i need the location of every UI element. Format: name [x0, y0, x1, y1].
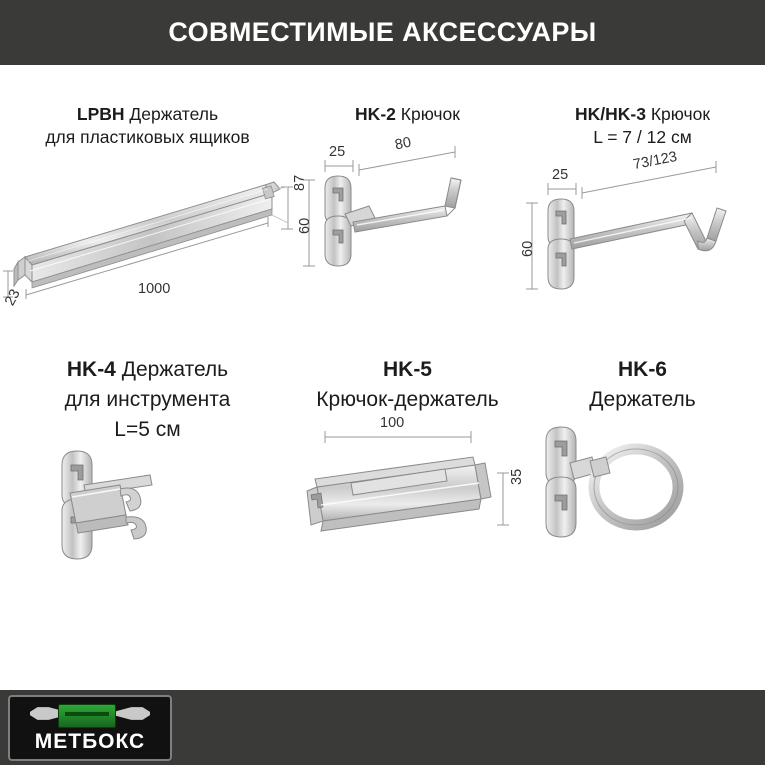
dimension-length-80: 80 — [393, 134, 413, 154]
accessory-card-hk4 — [0, 355, 295, 645]
accessory-name: Держатель — [589, 388, 696, 411]
dimension-width-25: 25 — [329, 144, 346, 160]
dimension-width-25: 25 — [552, 167, 569, 183]
catalog-sheet — [0, 65, 765, 690]
accessory-name-line2: L = 7 / 12 см — [593, 127, 692, 147]
accessory-code: LPBH — [76, 104, 125, 124]
accessory-drawing-hk6 — [520, 415, 765, 595]
dimension-length-100: 100 — [380, 415, 405, 431]
page-title: СОВМЕСТИМЫЕ АКСЕССУАРЫ — [168, 17, 597, 47]
dimension-height-60: 60 — [297, 217, 313, 234]
brand-logo — [8, 695, 172, 761]
dimension-height-35: 35 — [509, 468, 525, 485]
accessory-card-hk3 — [520, 103, 765, 358]
accessory-caption — [295, 355, 520, 415]
accessory-code: HK/HK-3 — [574, 104, 646, 124]
accessory-row-top — [0, 103, 765, 358]
dimension-height-60: 60 — [520, 240, 536, 257]
dimension-length-1000: 1000 — [138, 281, 171, 297]
hook-holder-illustration — [295, 415, 520, 595]
accessory-name-line3: L=5 см — [114, 418, 181, 441]
ring-holder-illustration — [520, 415, 765, 595]
rail-illustration — [0, 149, 295, 324]
header-bar — [0, 0, 765, 65]
accessory-row-bottom — [0, 355, 765, 645]
footer-bar — [0, 690, 765, 765]
accessory-drawing-hk4 — [0, 445, 295, 595]
accessory-drawing-hk2 — [295, 126, 520, 301]
accessory-caption — [520, 103, 765, 149]
accessory-card-hk2 — [295, 103, 520, 358]
accessory-name: Крючок-держатель — [316, 388, 499, 411]
tool-holder-illustration — [0, 445, 295, 595]
accessory-name: Держатель — [121, 358, 229, 381]
wrench-icon — [116, 706, 150, 722]
accessory-caption — [0, 355, 295, 445]
toolcase-icon — [58, 704, 116, 728]
accessory-card-hk5 — [295, 355, 525, 645]
accessory-code: HK-6 — [617, 358, 667, 381]
accessory-name-line2: для инструмента — [64, 388, 231, 411]
dimension-length-73-123: 73/123 — [631, 148, 679, 174]
accessory-drawing-hk5 — [295, 415, 525, 595]
toolbox-icon — [30, 702, 150, 728]
accessory-code: HK-4 — [66, 358, 116, 381]
accessory-code: HK-5 — [382, 358, 432, 381]
dimension-depth-23: 23 — [2, 286, 24, 309]
accessory-name: Крючок — [650, 104, 711, 124]
accessory-name: Держатель — [129, 104, 219, 124]
brand-name: МЕТБОКС — [34, 729, 146, 753]
accessory-caption — [520, 355, 765, 415]
accessory-card-hk6 — [520, 355, 765, 645]
accessory-code: HK-2 — [355, 104, 396, 124]
accessory-caption — [0, 103, 295, 149]
accessory-name: Крючок — [400, 104, 460, 124]
accessory-drawing-hk3 — [520, 149, 765, 324]
accessory-caption — [295, 103, 520, 126]
accessory-name-line2: для пластиковых ящиков — [45, 127, 250, 147]
dimension-height-87: 87 — [292, 174, 308, 191]
